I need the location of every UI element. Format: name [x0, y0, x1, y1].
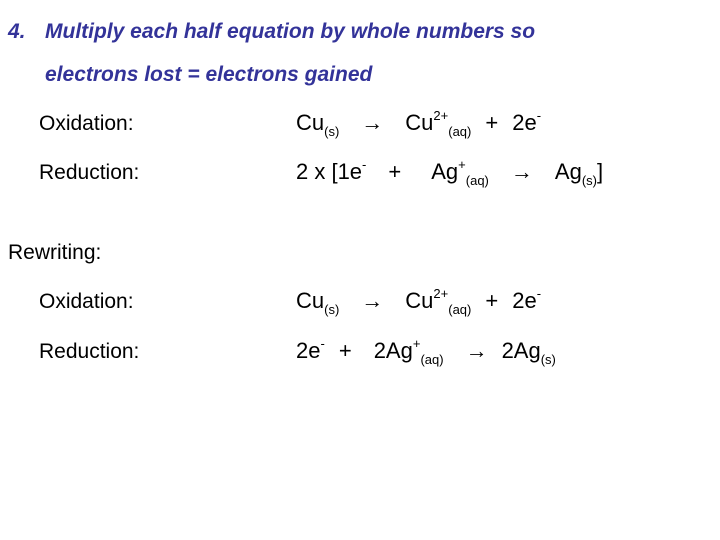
oxidation-equation	[296, 108, 542, 139]
oxidation-label: Oxidation:	[39, 112, 134, 135]
product: 2Ag	[501, 338, 541, 363]
reduction-label: Reduction:	[39, 161, 140, 184]
plus: +	[338, 338, 352, 363]
arrow: →	[465, 338, 488, 363]
reduction-equation	[296, 157, 604, 188]
plus: +	[388, 159, 402, 184]
reactant-state: (aq)	[465, 173, 489, 188]
reactant-charge: +	[458, 157, 466, 172]
electron-charge: -	[536, 108, 542, 123]
plus: +	[485, 288, 499, 313]
electrons: 2e	[296, 338, 321, 363]
bracket-close: ]	[596, 159, 604, 184]
electrons: 2e	[512, 110, 537, 135]
reduction-label-rewritten: Reduction:	[39, 340, 140, 363]
rewriting-label: Rewriting:	[8, 241, 102, 264]
reactant-state: (s)	[324, 302, 340, 317]
product: Ag	[554, 159, 582, 184]
reactant-charge: +	[412, 336, 421, 351]
plus: +	[485, 110, 499, 135]
electron-charge: -	[362, 157, 367, 172]
heading-line-1: Multiply each half equation by whole numbers so	[45, 20, 536, 43]
multiplier-open: 2 x [1e	[296, 159, 363, 184]
oxidation-equation-rewritten	[296, 286, 542, 317]
product: Cu	[405, 288, 434, 313]
arrow: →	[510, 159, 533, 184]
step-number: 4.	[8, 20, 26, 43]
product-charge: 2+	[433, 108, 449, 123]
oxidation-label-rewritten: Oxidation:	[39, 290, 134, 313]
electron-charge: -	[320, 336, 325, 351]
heading-line-2: electrons lost = electrons gained	[45, 63, 373, 86]
product-state: (s)	[540, 352, 556, 367]
reactant-state: (s)	[324, 124, 340, 139]
reactant: 2Ag	[373, 338, 413, 363]
product-state: (aq)	[448, 302, 472, 317]
electron-charge: -	[536, 286, 542, 301]
arrow: →	[361, 110, 384, 135]
product-state: (s)	[581, 173, 597, 188]
product: Cu	[405, 110, 434, 135]
product-charge: 2+	[433, 286, 449, 301]
reactant-state: (aq)	[420, 352, 444, 367]
product-state: (aq)	[448, 124, 472, 139]
reactant: Cu	[296, 288, 325, 313]
reactant: Ag	[431, 159, 459, 184]
reduction-equation-rewritten	[296, 336, 556, 367]
arrow: →	[361, 288, 384, 313]
electrons: 2e	[512, 288, 537, 313]
reactant: Cu	[296, 110, 325, 135]
